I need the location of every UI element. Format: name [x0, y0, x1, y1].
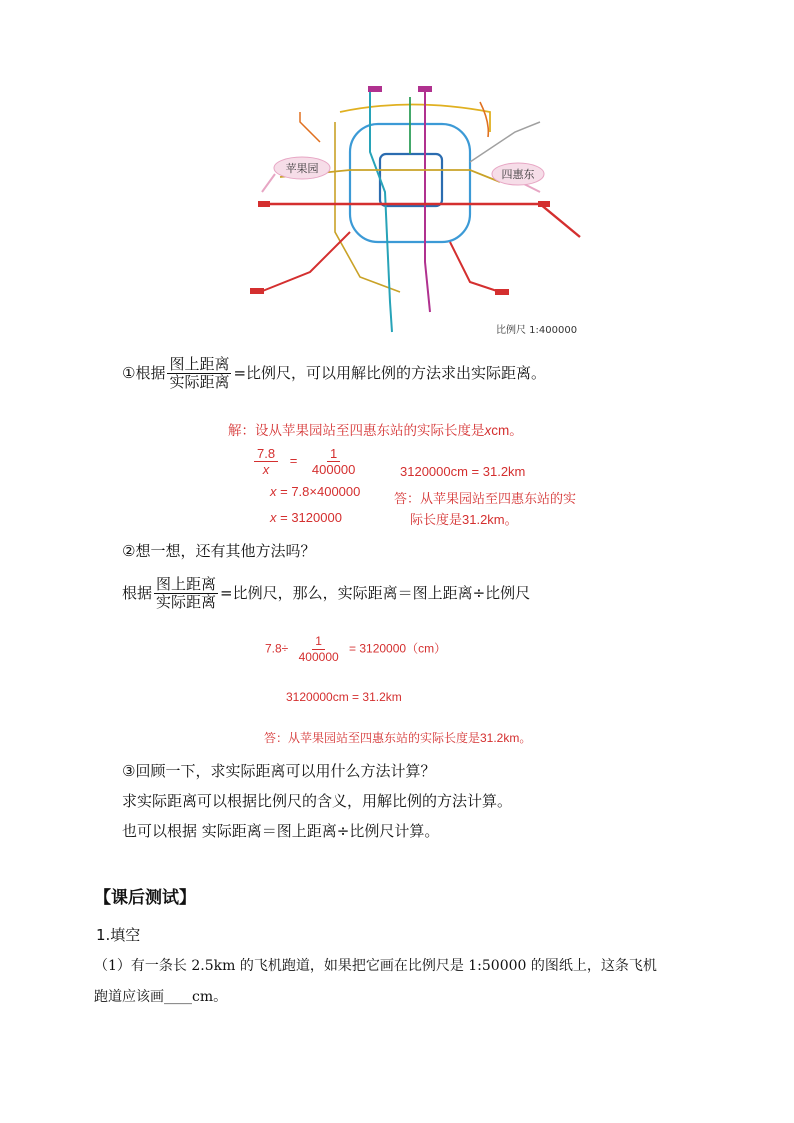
question-1-line2: 跑道应该画____cm。: [94, 989, 228, 1005]
rhs-fraction: $\frac{1}{400000}$: [311, 446, 356, 477]
frac-numerator: 图上距离: [169, 355, 230, 373]
step2-formula-line: 根据 $\frac{\text{图上距离}}{\text{实际距离}}$ =比例尺，那么，实际距离＝图上距离÷比例尺: [122, 575, 531, 611]
solution2-division: 7.8÷ $\frac{1}{400000}$ = 3120000（cm）: [265, 634, 447, 664]
solution1-intro: 解：设从苹果园站至四惠东站的实际长度是xcm。: [228, 423, 523, 438]
solution2-answer: 答：从苹果园站至四惠东站的实际长度是31.2km。: [264, 731, 532, 745]
step2-fraction: $\frac{\text{图上距离}}{\text{实际距离}}$: [156, 575, 217, 611]
solution1-answer-a: 答：从苹果园站至四惠东站的实: [394, 491, 577, 506]
solution1-answer-b: 际长度是31.2km。: [410, 512, 518, 527]
step1-fraction: [167, 356, 231, 391]
question-1-line1: （1）有一条长 2.5km 的飞机跑道，如果把它画在比例尺是 1:50000 的图纸上，这条飞机: [94, 958, 657, 974]
label-pingguoyuan: 苹果园: [285, 162, 319, 175]
solution1-proportion: $\frac{7.8}{x}$ = $\frac{1}{400000}$: [254, 446, 358, 477]
section-heading: 【课后测试】: [94, 888, 196, 908]
subway-map-figure: [240, 82, 590, 340]
lhs-fraction: $\frac{7.8}{x}$: [254, 446, 278, 477]
frac-denominator: 实际距离: [169, 373, 230, 391]
scale-label: 比例尺 1:400000: [496, 325, 578, 336]
step1-suffix: =比例尺，可以用解比例的方法求出实际距离。: [233, 364, 547, 382]
solution1-step3: x = 3120000: [270, 510, 342, 525]
step1-prefix: ①根据: [122, 364, 166, 382]
label-sihuidong: 四惠东: [501, 168, 535, 181]
step1-line: [122, 356, 546, 391]
step2-question: ②想一想，还有其他方法吗？: [122, 542, 316, 560]
step3-question: ③回顾一下，求实际距离可以用什么方法计算？: [122, 762, 436, 780]
solution1-conversion: 3120000cm = 31.2km: [400, 464, 526, 479]
solution2-fraction: $\frac{1}{400000}$: [298, 634, 339, 664]
solution2-conversion: 3120000cm = 31.2km: [286, 690, 402, 704]
test-item-1: 1.填空: [96, 926, 141, 944]
solution1-step2: x = 7.8×400000: [270, 484, 361, 499]
step3-answer1: 求实际距离可以根据比例尺的含义，用解比例的方法计算。: [122, 792, 513, 810]
subway-map-drawing: [240, 82, 590, 340]
step3-answer2: 也可以根据 实际距离＝图上距离÷比例尺计算。: [122, 822, 440, 840]
